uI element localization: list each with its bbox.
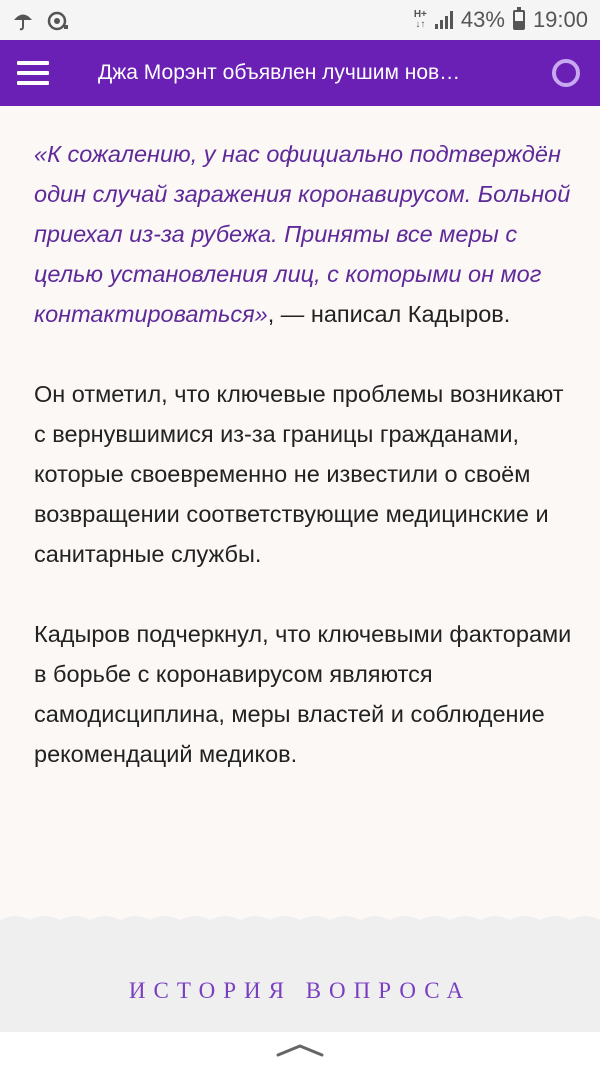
history-section (0, 922, 600, 1032)
history-section-title[interactable]: ИСТОРИЯ ВОПРОСА (128, 978, 472, 1003)
article-body (34, 134, 574, 814)
article-paragraph: Кадыров подчеркнул, что ключевыми факторами в борьбе с коронавирусом являются самодисциплина, меры властей и соблюдение рекомендаций медиков. (34, 621, 572, 767)
clock: 19:00 (532, 7, 588, 32)
status-bar-right (414, 7, 588, 33)
camera-icon (46, 9, 70, 31)
hamburger-menu-icon[interactable] (0, 40, 66, 106)
quote-paragraph (34, 134, 574, 334)
network-indicator: H+ ↓↑ (413, 9, 427, 30)
app-bar (0, 40, 600, 106)
umbrella-icon (12, 9, 34, 31)
quote-text: «К сожалению, у нас официально подтверждён один случай заражения коронавирусом. Больной приехал из-за рубежа. Приняты все меры с целью установления лиц, с которыми он мог контактироваться» (34, 141, 571, 327)
chevron-up-icon[interactable] (275, 1040, 325, 1060)
status-bar (0, 0, 600, 40)
article-paragraph: Он отметил, что ключевые проблемы возникают с вернувшимися из-за границы гражданами, которые своевременно не известили о своём возвращении соответствующие медицинские и санитарные службы. (34, 381, 564, 567)
ring-icon[interactable] (552, 59, 580, 87)
battery-percent: 43% (460, 7, 505, 32)
quote-attribution: , — написал Кадыров. (267, 301, 511, 327)
signal-icon (435, 11, 453, 29)
status-bar-left (12, 9, 70, 31)
battery-icon (513, 10, 525, 30)
article-title: Джа Морэнт объявлен лучшим нов… (98, 61, 461, 84)
